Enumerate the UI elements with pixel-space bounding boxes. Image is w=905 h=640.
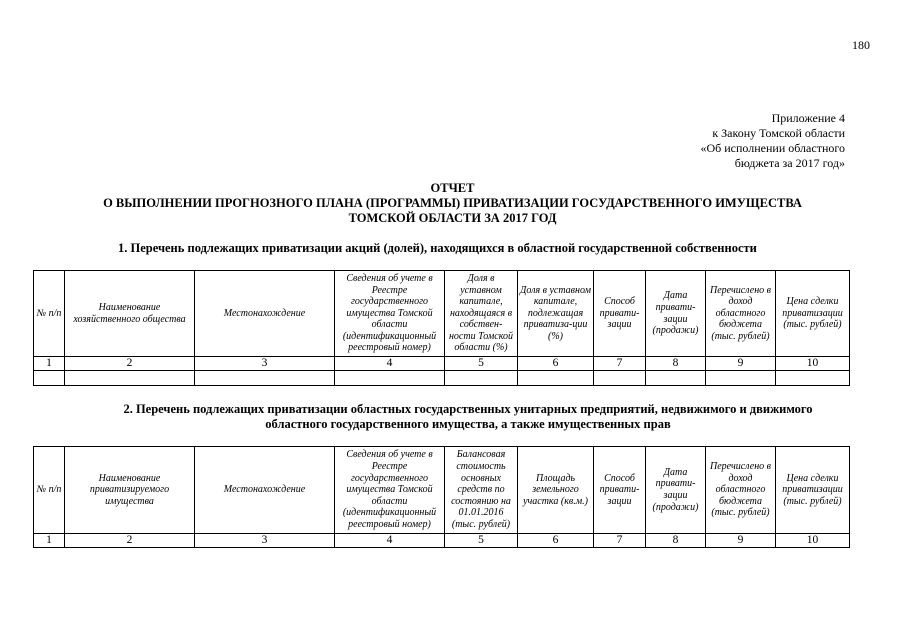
column-number: 3 [195, 357, 335, 371]
header-cell: Способ привати-зации [594, 271, 646, 357]
column-number: 4 [335, 357, 445, 371]
section1-table [33, 270, 850, 386]
report-title [0, 181, 905, 226]
empty-cell [518, 371, 594, 386]
column-number: 5 [445, 357, 518, 371]
column-number: 3 [195, 534, 335, 548]
empty-cell [335, 371, 445, 386]
header-cell: Способ привати-зации [594, 447, 646, 534]
header-cell: Наименование хозяйственного общества [65, 271, 195, 357]
header-cell: Площадь земельного участка (кв.м.) [518, 447, 594, 534]
column-number: 7 [594, 534, 646, 548]
empty-cell [34, 371, 65, 386]
column-number: 9 [706, 534, 776, 548]
column-number: 1 [34, 357, 65, 371]
column-number: 2 [65, 357, 195, 371]
appendix-line: Приложение 4 [771, 111, 845, 125]
column-number: 6 [518, 534, 594, 548]
header-cell: Дата привати-зации (продажи) [646, 271, 706, 357]
header-cell: Перечислено в доход областного бюджета (тыс. рублей) [706, 447, 776, 534]
header-cell: Доля в уставном капитале, подлежащая приватиза-ции (%) [518, 271, 594, 357]
column-number: 1 [34, 534, 65, 548]
header-cell: Наименование приватизируемого имущества [65, 447, 195, 534]
appendix-line: к Закону Томской области [712, 126, 845, 140]
column-number: 9 [706, 357, 776, 371]
header-cell: Сведения об учете в Реестре государственного имущества Томской области (идентификационный реестровый номер) [335, 447, 445, 534]
section2-heading-line: областного государственного имущества, а также имущественных прав [265, 417, 671, 431]
empty-cell [706, 371, 776, 386]
column-number: 8 [646, 534, 706, 548]
header-cell: Местонахождение [195, 271, 335, 357]
empty-cell [195, 371, 335, 386]
title-line: ОТЧЕТ [430, 181, 475, 195]
column-number: 10 [776, 357, 850, 371]
column-number: 2 [65, 534, 195, 548]
title-line: О ВЫПОЛНЕНИИ ПРОГНОЗНОГО ПЛАНА (ПРОГРАММЫ) ПРИВАТИЗАЦИИ ГОСУДАРСТВЕННОГО ИМУЩЕСТВА [103, 196, 802, 210]
column-number: 5 [445, 534, 518, 548]
column-number: 4 [335, 534, 445, 548]
header-cell: Балансовая стоимость основных средств по состоянию на 01.01.2016 (тыс. рублей) [445, 447, 518, 534]
empty-cell [594, 371, 646, 386]
section2-table [33, 446, 850, 548]
section2-heading [88, 402, 848, 432]
header-cell: Сведения об учете в Реестре государственного имущества Томской области (идентификационный реестровый номер) [335, 271, 445, 357]
header-cell: № п/п [34, 447, 65, 534]
section1-heading: 1. Перечень подлежащих приватизации акций (долей), находящихся в областной государственной собственности [118, 241, 757, 255]
title-line: ТОМСКОЙ ОБЛАСТИ ЗА 2017 ГОД [348, 211, 557, 225]
empty-cell [776, 371, 850, 386]
header-cell: Дата привати-зации (продажи) [646, 447, 706, 534]
header-cell: № п/п [34, 271, 65, 357]
appendix-line: «Об исполнении областного [700, 141, 845, 155]
appendix-note [560, 111, 845, 171]
section2-heading-line: 2. Перечень подлежащих приватизации областных государственных унитарных предприятий, недвижимого и движимого [123, 402, 813, 416]
column-number: 10 [776, 534, 850, 548]
header-cell: Цена сделки приватизации (тыс. рублей) [776, 447, 850, 534]
empty-cell [445, 371, 518, 386]
empty-cell [65, 371, 195, 386]
header-cell: Доля в уставном капитале, находящаяся в собствен-ности Томской области (%) [445, 271, 518, 357]
column-number: 6 [518, 357, 594, 371]
column-number: 7 [594, 357, 646, 371]
column-number: 8 [646, 357, 706, 371]
appendix-line: бюджета за 2017 год» [734, 156, 845, 170]
header-cell: Перечислено в доход областного бюджета (тыс. рублей) [706, 271, 776, 357]
empty-cell [646, 371, 706, 386]
header-cell: Местонахождение [195, 447, 335, 534]
header-cell: Цена сделки приватизации (тыс. рублей) [776, 271, 850, 357]
page-number: 180 [852, 38, 870, 52]
